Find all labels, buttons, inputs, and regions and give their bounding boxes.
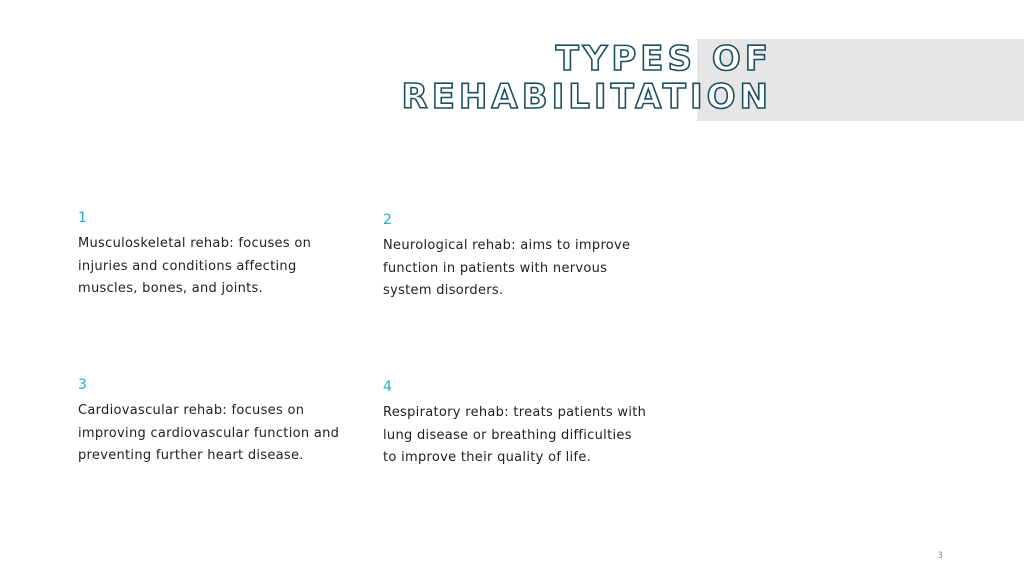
item-description: Neurological rehab: aims to improve function in patients with nervous system disorders. bbox=[383, 238, 631, 298]
slide-title bbox=[300, 40, 772, 116]
item-number: 2 bbox=[383, 212, 392, 228]
rehab-type-item-1 bbox=[78, 209, 343, 301]
item-description: Musculoskeletal rehab: focuses on injuries and conditions affecting muscles, bones, and joints. bbox=[78, 236, 312, 296]
item-description: Cardiovascular rehab: focuses on improving cardiovascular function and preventing further heart disease. bbox=[78, 403, 340, 463]
rehab-type-item-2 bbox=[383, 211, 648, 303]
rehab-type-item-3 bbox=[78, 376, 343, 468]
item-number: 4 bbox=[383, 379, 392, 395]
item-description: Respiratory rehab: treats patients with lung disease or breathing difficulties to improve their quality of life. bbox=[383, 405, 647, 465]
page-number: 3 bbox=[937, 551, 943, 561]
item-number: 1 bbox=[78, 210, 87, 226]
slide-title-line-2: REHABILITATION bbox=[401, 77, 772, 117]
slide-title-line-1: TYPES OF bbox=[555, 39, 772, 79]
item-number: 3 bbox=[78, 377, 87, 393]
rehab-type-item-4 bbox=[383, 378, 648, 470]
